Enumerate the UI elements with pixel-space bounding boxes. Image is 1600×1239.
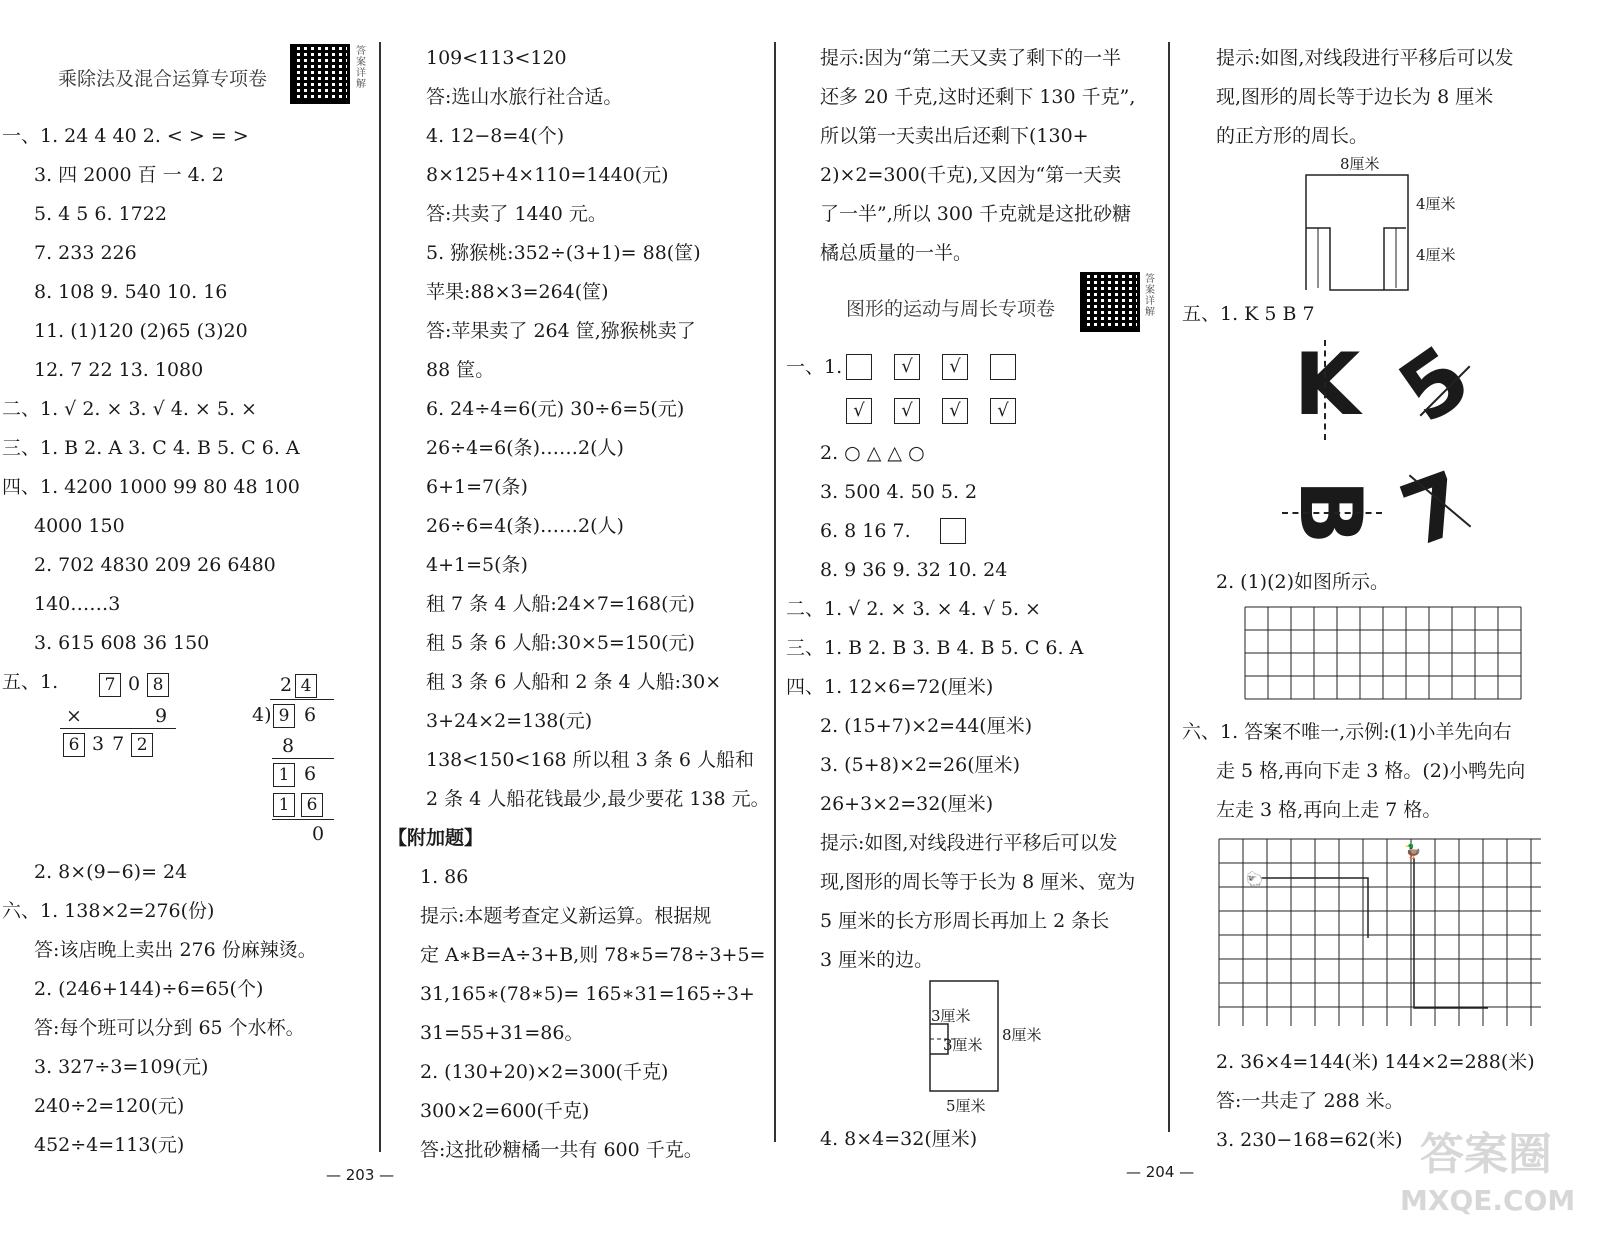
answer-checkbox: √ xyxy=(990,398,1016,424)
checkbox-row-2 xyxy=(846,398,1038,424)
answer-line: 4. 12−8=4(个) xyxy=(426,125,565,147)
divisor: 4) xyxy=(252,704,272,726)
answer-line: 6. 8 16 7. xyxy=(820,520,911,542)
answer-line: 租 5 条 6 人船:30×5=150(元) xyxy=(426,632,695,654)
shape-figure xyxy=(1296,170,1426,295)
answer-line: 租 3 条 6 人船和 2 条 4 人船:30× xyxy=(426,671,722,693)
answer-line: 4. 8×4=32(厘米) xyxy=(820,1128,978,1150)
digit-box: 1 xyxy=(273,793,295,817)
answer-line: 26÷6=4(条)……2(人) xyxy=(426,515,624,537)
watermark-url: MXQE.COM xyxy=(1400,1184,1576,1217)
rule-line xyxy=(272,758,334,759)
hint-line: 3 厘米的边。 xyxy=(820,949,934,971)
answer-line: 5. 猕猴桃:352÷(3+1)= 88(筐) xyxy=(426,242,701,264)
answer-line: 3. 四 2000 百 一 4. 2 xyxy=(34,164,224,186)
glyph-k: K xyxy=(1293,335,1361,435)
answer-line: 6+1=7(条) xyxy=(426,476,528,498)
answer-line: 3. 615 608 36 150 xyxy=(34,632,210,654)
answer-line: 2. (15+7)×2=44(厘米) xyxy=(820,715,1033,737)
answer-line: 8×125+4×110=1440(元) xyxy=(426,164,669,186)
answer-line: 一、1. 24 4 40 2. < > = > xyxy=(2,125,249,147)
answer-line: 5. 4 5 6. 1722 xyxy=(34,203,167,225)
lamb-icon: 🐑 xyxy=(1246,872,1264,888)
answer-line: 六、1. 138×2=276(份) xyxy=(2,900,215,922)
answer-line: 7. 233 226 xyxy=(34,242,137,264)
digit-box: 6 xyxy=(63,733,85,757)
q1-label: 一、1. xyxy=(786,356,843,378)
answer-line: 2. 8×(9−6)= 24 xyxy=(34,861,188,883)
answer-checkbox xyxy=(940,518,966,544)
answer-checkbox: √ xyxy=(846,398,872,424)
answer-line: 答:这批砂糖橘一共有 600 千克。 xyxy=(420,1139,703,1161)
answer-checkbox: √ xyxy=(894,354,920,380)
figure-label: 4厘米 xyxy=(1416,195,1456,213)
answer-checkbox: √ xyxy=(942,398,968,424)
answer-line: 走 5 格,再向下走 3 格。(2)小鸭先向 xyxy=(1216,760,1526,782)
column-divider xyxy=(1168,42,1170,1132)
grid-figure xyxy=(1244,606,1524,702)
hint-line: 现,图形的周长等于边长为 8 厘米 xyxy=(1216,86,1494,108)
answer-line: 11. (1)120 (2)65 (3)20 xyxy=(34,320,248,342)
hint-line: 2)×2=300(千克),又因为“第一天卖 xyxy=(820,164,1122,186)
answer-line: 26+3×2=32(厘米) xyxy=(820,793,994,815)
digit: 0 xyxy=(128,673,141,695)
answer-line: 88 筐。 xyxy=(426,359,495,381)
section-header-1: 乘除法及混合运算专项卷 xyxy=(58,68,268,90)
figure-label: 4厘米 xyxy=(1416,246,1456,264)
answer-line: 3+24×2=138(元) xyxy=(426,710,593,732)
answer-line: 138<150<168 所以租 3 条 6 人船和 xyxy=(426,749,755,771)
answer-line: 240÷2=120(元) xyxy=(34,1095,185,1117)
digit: 3 xyxy=(92,733,105,755)
answer-checkbox xyxy=(846,354,872,380)
symmetry-axis xyxy=(1282,512,1382,514)
answer-line: 4000 150 xyxy=(34,515,125,537)
digit-box: 9 xyxy=(273,704,295,728)
answer-line: 苹果:88×3=264(筐) xyxy=(426,281,609,303)
answer-checkbox: √ xyxy=(894,398,920,424)
column-divider xyxy=(774,42,776,1142)
hint-line: 提示:如图,对线段进行平移后可以发 xyxy=(1216,47,1514,69)
answer-line: 2. (1)(2)如图所示。 xyxy=(1216,571,1389,593)
answer-line: 26÷4=6(条)……2(人) xyxy=(426,437,624,459)
hint-line: 还多 20 千克,这时还剩下 130 千克”, xyxy=(820,86,1136,108)
multiply-sign: × xyxy=(66,705,82,727)
duck-icon: 🦆 xyxy=(1404,844,1422,860)
qr-code-1[interactable] xyxy=(290,44,350,104)
figure-label: 3厘米 xyxy=(931,1007,971,1025)
answer-line: 租 7 条 4 人船:24×7=168(元) xyxy=(426,593,695,615)
hint-line: 提示:因为“第二天又卖了剩下的一半 xyxy=(820,47,1122,69)
page-number-left: — 203 — xyxy=(326,1166,395,1184)
answer-line: 二、1. √ 2. × 3. × 4. √ 5. × xyxy=(786,598,1041,620)
answer-line: 二、1. √ 2. × 3. √ 4. × 5. × xyxy=(2,398,257,420)
answer-line: 答:该店晚上卖出 276 份麻辣烫。 xyxy=(34,939,317,961)
rule-line xyxy=(270,699,334,700)
answer-line: 定 A∗B=A÷3+B,则 78∗5=78÷3+5= xyxy=(420,944,766,966)
watermark-logo: 答案圈 xyxy=(1420,1129,1552,1180)
digit-box: 2 xyxy=(131,733,153,757)
glyph-7: 7 xyxy=(1388,452,1480,568)
digit: 8 xyxy=(282,735,295,757)
glyph-5: 5 xyxy=(1381,326,1489,444)
hint-line: 了一半”,所以 300 千克就是这批砂糖 xyxy=(820,203,1132,225)
answer-line: 答:选山水旅行社合适。 xyxy=(426,86,623,108)
answer-line: 8. 108 9. 540 10. 16 xyxy=(34,281,228,303)
digit: 0 xyxy=(312,823,325,845)
figure-label: 3厘米 xyxy=(943,1036,983,1054)
answer-line: 300×2=600(千克) xyxy=(420,1100,590,1122)
answer-line: 提示:本题考查定义新运算。根据规 xyxy=(420,905,712,927)
hint-line: 5 厘米的长方形周长再加上 2 条长 xyxy=(820,910,1110,932)
answer-line: 2. (130+20)×2=300(千克) xyxy=(420,1061,669,1083)
qr-tag-1: 答案详解 xyxy=(356,46,366,90)
answer-line: 2. 702 4830 209 26 6480 xyxy=(34,554,276,576)
hint-line: 橘总质量的一半。 xyxy=(820,242,973,264)
answer-line: 四、1. 12×6=72(厘米) xyxy=(786,676,994,698)
answer-line: 452÷4=113(元) xyxy=(34,1134,185,1156)
digit-box: 6 xyxy=(301,793,323,817)
answer-line: 31,165∗(78∗5)= 165∗31=165÷3+ xyxy=(420,983,755,1005)
answer-line: 答:苹果卖了 264 筐,猕猴桃卖了 xyxy=(426,320,696,342)
answer-line: 五、1. xyxy=(2,671,59,693)
answer-line: 31=55+31=86。 xyxy=(420,1022,584,1044)
rule-line xyxy=(272,819,334,820)
section-header-2: 图形的运动与周长专项卷 xyxy=(846,298,1056,320)
rule-line xyxy=(60,728,176,729)
answer-line: 2. 36×4=144(米) 144×2=288(米) xyxy=(1216,1051,1535,1073)
answer-line: 三、1. B 2. A 3. C 4. B 5. C 6. A xyxy=(2,437,300,459)
answer-line: 12. 7 22 13. 1080 xyxy=(34,359,204,381)
digit-box: 8 xyxy=(147,673,169,697)
glyph-b: B xyxy=(1280,479,1380,545)
digit: 2 xyxy=(280,674,293,696)
hint-line: 所以第一天卖出后还剩下(130+ xyxy=(820,125,1089,147)
answer-line: 答:共卖了 1440 元。 xyxy=(426,203,607,225)
figure-label: 8厘米 xyxy=(1002,1026,1042,1044)
answer-line: 3. (5+8)×2=26(厘米) xyxy=(820,754,1021,776)
answer-line: 3. 327÷3=109(元) xyxy=(34,1056,209,1078)
answer-line: 109<113<120 xyxy=(426,47,567,69)
hint-line: 提示:如图,对线段进行平移后可以发 xyxy=(820,832,1118,854)
answer-line: 4+1=5(条) xyxy=(426,554,528,576)
answer-line: 答:每个班可以分到 65 个水杯。 xyxy=(34,1017,305,1039)
answer-line: 六、1. 答案不唯一,示例:(1)小羊先向右 xyxy=(1182,721,1512,743)
digit: 9 xyxy=(155,705,168,727)
page-number-right: — 204 — xyxy=(1126,1163,1195,1181)
answer-checkbox: √ xyxy=(942,354,968,380)
hint-line: 的正方形的周长。 xyxy=(1216,125,1369,147)
answer-line: 3. 230−168=62(米) xyxy=(1216,1129,1403,1151)
symmetry-axis xyxy=(1324,340,1328,440)
path-grid-figure xyxy=(1218,838,1544,1030)
answer-checkbox xyxy=(990,354,1016,380)
qr-tag-2: 答案详解 xyxy=(1145,274,1155,318)
bonus-heading: 【附加题】 xyxy=(388,827,484,849)
answer-line: 左走 3 格,再向上走 7 格。 xyxy=(1216,799,1442,821)
answer-line: 2. ○ △ △ ○ xyxy=(820,442,925,464)
answer-line: 四、1. 4200 1000 99 80 48 100 xyxy=(2,476,300,498)
answer-line: 2 条 4 人船花钱最少,最少要花 138 元。 xyxy=(426,788,770,810)
column-divider xyxy=(379,42,381,1152)
checkbox-row-1 xyxy=(846,354,1038,380)
digit-box: 1 xyxy=(273,763,295,787)
answer-line: 三、1. B 2. B 3. B 4. B 5. C 6. A xyxy=(786,637,1084,659)
answer-line: 1. 86 xyxy=(420,866,469,888)
answer-line: 五、1. K 5 B 7 xyxy=(1182,303,1315,325)
answer-line: 2. (246+144)÷6=65(个) xyxy=(34,978,264,1000)
qr-code-2[interactable] xyxy=(1080,272,1140,332)
figure-label: 5厘米 xyxy=(946,1097,986,1115)
answer-line: 答:一共走了 288 米。 xyxy=(1216,1090,1404,1112)
answer-line: 6. 24÷4=6(元) 30÷6=5(元) xyxy=(426,398,685,420)
digit: 7 xyxy=(112,733,125,755)
digit: 6 xyxy=(304,763,317,785)
answer-line: 140……3 xyxy=(34,593,121,615)
answer-line: 8. 9 36 9. 32 10. 24 xyxy=(820,559,1008,581)
digit-box: 4 xyxy=(295,674,317,698)
figure-label: 8厘米 xyxy=(1340,155,1380,173)
hint-line: 现,图形的周长等于长为 8 厘米、宽为 xyxy=(820,871,1136,893)
digit-box: 7 xyxy=(99,673,121,697)
answer-line: 3. 500 4. 50 5. 2 xyxy=(820,481,978,503)
digit: 6 xyxy=(304,704,317,726)
